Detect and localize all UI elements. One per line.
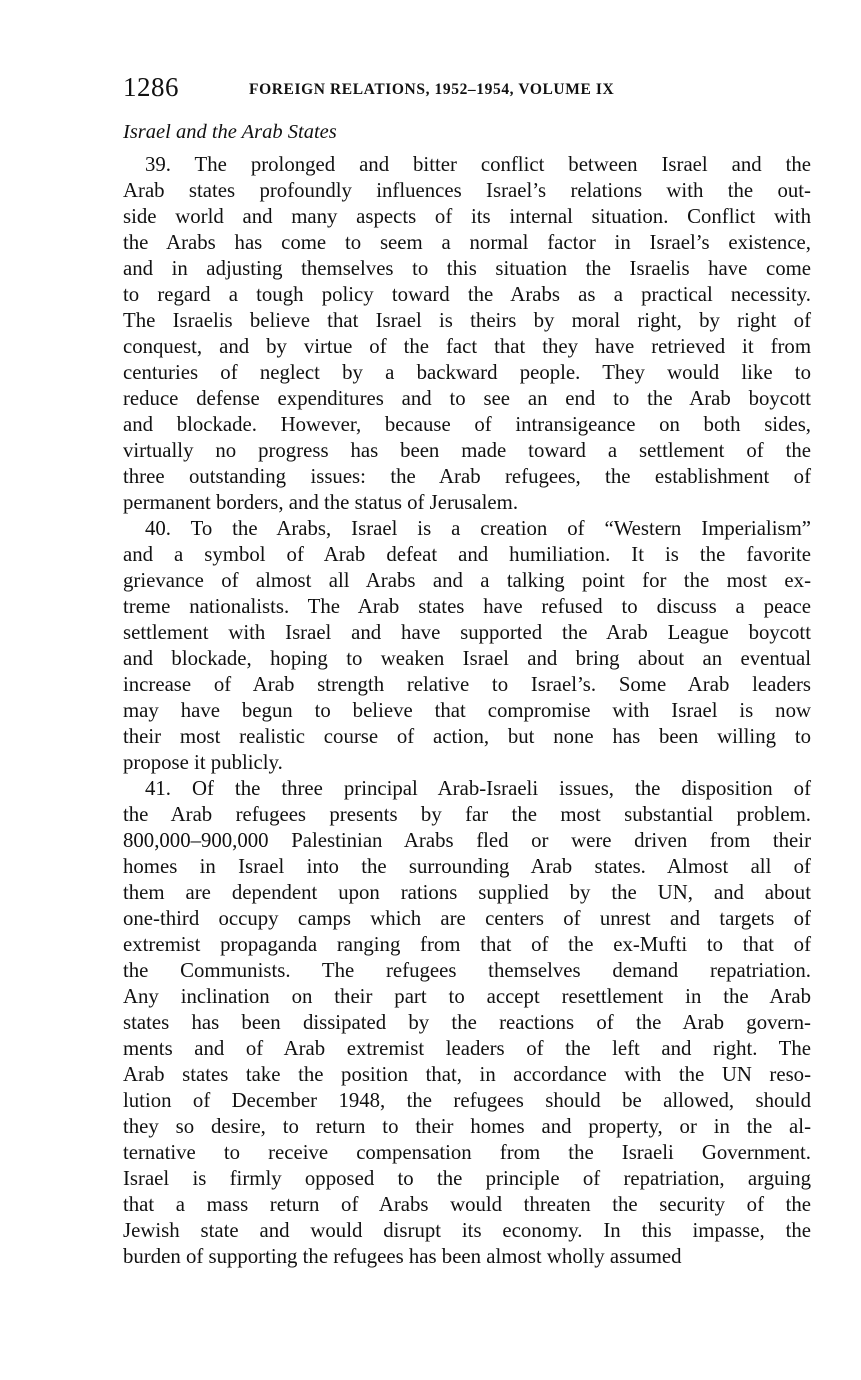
text-line: may have begun to believe that compromise with Israel is now — [123, 699, 811, 722]
text-line: 800,000–900,000 Palestinian Arabs fled or were driven from their — [123, 829, 811, 852]
text-line: they so desire, to return to their homes and property, or in the al- — [123, 1115, 811, 1138]
text-line: and blockade, hoping to weaken Israel and bring about an eventual — [123, 647, 811, 670]
text-line: virtually no progress has been made toward a settlement of the — [123, 439, 811, 462]
text-line: to regard a tough policy toward the Arabs as a practical necessity. — [123, 283, 811, 306]
text-line: ments and of Arab extremist leaders of the left and right. The — [123, 1037, 811, 1060]
running-header — [123, 70, 813, 110]
text-line: permanent borders, and the status of Jerusalem. — [123, 491, 519, 514]
text-line: lution of December 1948, the refugees should be allowed, should — [123, 1089, 811, 1112]
text-line: ternative to receive compensation from the Israeli Government. — [123, 1141, 811, 1164]
page-number: 1286 — [123, 72, 179, 102]
volume-title: FOREIGN RELATIONS, 1952–1954, VOLUME IX — [249, 81, 615, 98]
text-line: extremist propaganda ranging from that of the ex-Mufti to that of — [123, 933, 811, 956]
text-line: Israel is firmly opposed to the principle of repatriation, arguing — [123, 1167, 811, 1190]
text-line: 40. To the Arabs, Israel is a creation of “Western Imperialism” — [145, 517, 811, 540]
text-line: side world and many aspects of its internal situation. Conflict with — [123, 205, 811, 228]
text-line: conquest, and by virtue of the fact that they have retrieved it from — [123, 335, 811, 358]
text-line: the Arab refugees presents by far the most substantial problem. — [123, 803, 811, 826]
text-line: Arab states profoundly influences Israel’s relations with the out- — [123, 179, 811, 202]
text-line: and blockade. However, because of intransigeance on both sides, — [123, 413, 811, 436]
text-line: states has been dissipated by the reactions of the Arab govern- — [123, 1011, 811, 1034]
text-line: treme nationalists. The Arab states have refused to discuss a peace — [123, 595, 811, 618]
text-line: the Arabs has come to seem a normal factor in Israel’s existence, — [123, 231, 811, 254]
text-line: centuries of neglect by a backward people. They would like to — [123, 361, 811, 384]
text-line: one-third occupy camps which are centers of unrest and targets of — [123, 907, 811, 930]
text-line: grievance of almost all Arabs and a talking point for the most ex- — [123, 569, 811, 592]
text-line: settlement with Israel and have supported the Arab League boycott — [123, 621, 811, 644]
text-line: reduce defense expenditures and to see an end to the Arab boycott — [123, 387, 811, 410]
section-heading: Israel and the Arab States — [123, 121, 337, 143]
paragraph-41 — [123, 776, 811, 1270]
text-line: the Communists. The refugees themselves demand repatriation. — [123, 959, 811, 982]
text-line: their most realistic course of action, but none has been willing to — [123, 725, 811, 748]
text-line: 39. The prolonged and bitter conflict between Israel and the — [145, 153, 811, 176]
text-line: Jewish state and would disrupt its economy. In this impasse, the — [123, 1219, 811, 1242]
body-text — [123, 152, 811, 1270]
text-line: burden of supporting the refugees has been almost wholly assumed — [123, 1245, 682, 1268]
text-line: and in adjusting themselves to this situation the Israelis have come — [123, 257, 811, 280]
text-line: three outstanding issues: the Arab refugees, the establishment of — [123, 465, 811, 488]
text-line: that a mass return of Arabs would threaten the security of the — [123, 1193, 811, 1216]
text-line: The Israelis believe that Israel is theirs by moral right, by right of — [123, 309, 811, 332]
text-line: Arab states take the position that, in accordance with the UN reso- — [123, 1063, 811, 1086]
text-line: propose it publicly. — [123, 751, 283, 774]
text-line: Any inclination on their part to accept resettlement in the Arab — [123, 985, 811, 1008]
text-line: homes in Israel into the surrounding Arab states. Almost all of — [123, 855, 811, 878]
paragraph-39 — [123, 152, 811, 516]
text-line: 41. Of the three principal Arab-Israeli issues, the disposition of — [145, 777, 811, 800]
text-line: them are dependent upon rations supplied by the UN, and about — [123, 881, 811, 904]
paragraph-40 — [123, 516, 811, 776]
text-line: and a symbol of Arab defeat and humiliation. It is the favorite — [123, 543, 811, 566]
text-line: increase of Arab strength relative to Israel’s. Some Arab leaders — [123, 673, 811, 696]
